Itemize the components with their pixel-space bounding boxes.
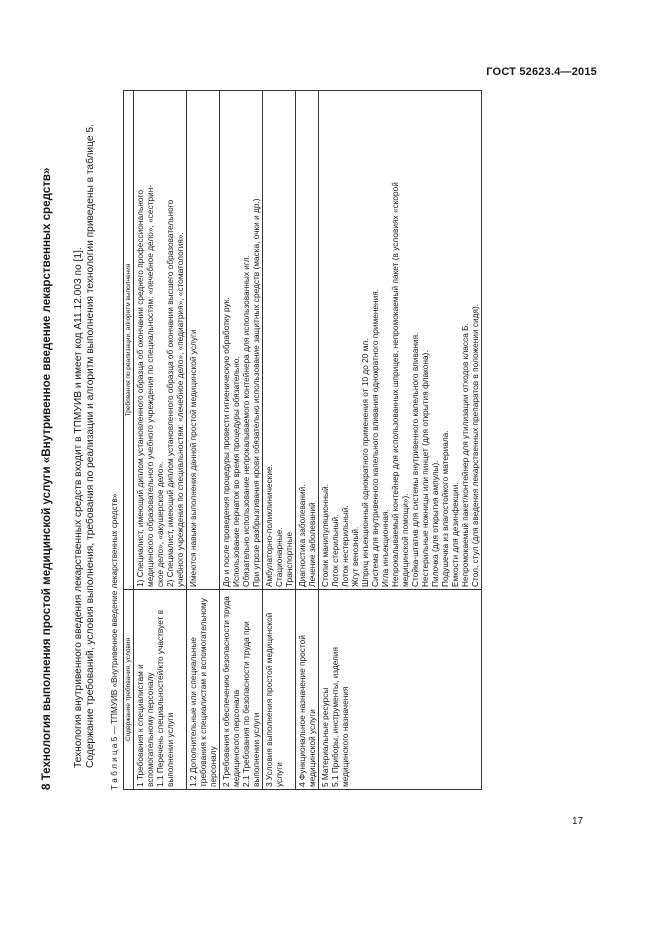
implementation-text: Подушечка из влагостойкого материала. [440, 430, 450, 587]
table-header-row [124, 91, 134, 790]
rotated-content [40, 90, 585, 790]
implementation-text: Шприц инъекционный однократного применения от 10 до 20 мл. [360, 338, 370, 587]
requirements-table [123, 90, 482, 790]
requirement-cell [134, 590, 187, 790]
implementation-text: Система для внутривенного капельного вливания однократного применения. [370, 288, 380, 587]
requirement-text: 5.1 Приборы, инструменты, изделия медицинского назначения [330, 646, 350, 787]
requirement-cell [187, 590, 220, 790]
implementation-text: учебного учреждения по специальностям: «лечебное дело», «педиатрия», «стоматология». [175, 232, 185, 587]
header-requirement: Содержание требования, условия [124, 590, 134, 790]
section-title: 8 Технология выполнения простой медицинской услуги «Внутривенное введение лекарственных средств» [40, 167, 53, 790]
implementation-text: Диагностика заболеваний. [297, 484, 307, 587]
implementation-text: 2) Специалист, имеющий диплом установленного образца об окончании высшего образовательного [165, 199, 175, 587]
table-row [263, 91, 296, 790]
requirement-text: 1.2 Дополнительные или специальные требования к специалистам и вспомогательному персоналу [188, 598, 218, 787]
implementation-text: При угрозе разбрызгивания крови обязательно использование защитных средств (маска, очки и др.) [251, 198, 261, 587]
implementation-text: Емкости для дезинфекции. [450, 482, 460, 587]
implementation-text: Стол, стул (для введения лекарственных препаратов в положении сидя). [470, 303, 480, 587]
table-row [296, 91, 319, 790]
implementation-text: ское дело», «акушерское дело». [155, 461, 165, 587]
document-code: ГОСТ 52623.4—2015 [486, 66, 597, 78]
implementation-text: Непромокаемый пакет/контейнер для утилизации отходов класса Б. [460, 323, 470, 587]
page-number: 17 [572, 816, 584, 827]
implementation-cell [134, 91, 187, 590]
implementation-text: Использование перчаток во время процедуры обязательно. [231, 356, 241, 587]
table-row [220, 91, 263, 790]
intro-paragraph: Технология внутривенного введения лекарственных средств входит в ТПМУИВ и имеет код А11.12.003 по [1]. [73, 247, 84, 768]
requirement-text: 1.1 Перечень специальностей/кто участвует в выполнении услуги [155, 609, 175, 787]
requirement-text: 3 Условия выполнения простой медицинской услуги [264, 612, 284, 787]
table-body [134, 91, 482, 790]
table-caption: Т а б л и ц а 5 — ТПМУИВ «Внутривенное введение лекарственных средств» [110, 493, 119, 790]
requirement-cell [319, 590, 482, 790]
implementation-text: Непрокалываемый контейнер для использованных шприцев, непромокаемый пакет (в условиях «скорой [390, 182, 400, 587]
implementation-text: Стационарные. [274, 527, 284, 587]
content-paragraph: Содержание требований, условия выполнения, требования по реализации и алгоритм выполнения технологии приведены в таблице 5. [85, 124, 96, 768]
implementation-text: Транспортные [284, 531, 294, 587]
requirement-text: 2 Требования к обеспечению безопасности труда медицинского персонала [221, 596, 241, 787]
implementation-text: Обязательно использование непрокалываемого контейнера для использованных игл. [241, 255, 251, 587]
requirement-cell [296, 590, 319, 790]
implementation-cell [220, 91, 263, 590]
implementation-text: Игла инъекционная. [380, 509, 390, 587]
implementation-text: Столик манипуляционный. [320, 484, 330, 587]
implementation-cell [187, 91, 220, 590]
implementation-text: Пилочка (для открытия ампулы). [430, 460, 440, 587]
implementation-text: 1) Специалист, имеющий диплом установленного образца об окончании среднего профессионального [135, 190, 145, 587]
requirement-text: 1 Требования к специалистам и вспомогательному персоналу [135, 664, 155, 787]
requirement-cell [263, 590, 296, 790]
implementation-text: Лечение заболеваний [307, 502, 317, 587]
implementation-text: медицинского образовательного учебного учреждения по специальностям: «лечебное дело», «сестрин- [145, 184, 155, 587]
implementation-text: Жгут венозный. [350, 526, 360, 587]
implementation-cell [296, 91, 319, 590]
implementation-cell [263, 91, 296, 590]
implementation-text: Амбулаторно-поликлинические. [264, 464, 274, 587]
implementation-text: До и после проведения процедуры провести гигиеническую обработку рук. [221, 297, 231, 587]
table-row [319, 91, 482, 790]
requirement-cell [220, 590, 263, 790]
requirement-text: 5 Материальные ресурсы [320, 687, 330, 787]
implementation-text: Нестерильные ножницы или пинцет (для открытия флакона). [420, 350, 430, 587]
implementation-text: Лоток стерильный. [330, 514, 340, 587]
implementation-cell [319, 91, 482, 590]
implementation-text: медицинской помощи»). [400, 493, 410, 587]
table-row [187, 91, 220, 790]
requirement-text: 4 Функциональное назначение простой медицинской услуги [297, 635, 317, 787]
implementation-text: Имеются навыки выполнения данной простой медицинской услуги [188, 329, 198, 587]
requirement-text: 2.1 Требования по безопасности труда при выполнении услуги [241, 621, 261, 787]
header-implementation: Требования по реализации, алгоритм выполнения [124, 91, 134, 590]
implementation-text: Лоток нестерильный. [340, 505, 350, 587]
table-row [134, 91, 187, 790]
implementation-text: Стойка-штатив для системы внутривенного капельного вливания. [410, 332, 420, 587]
